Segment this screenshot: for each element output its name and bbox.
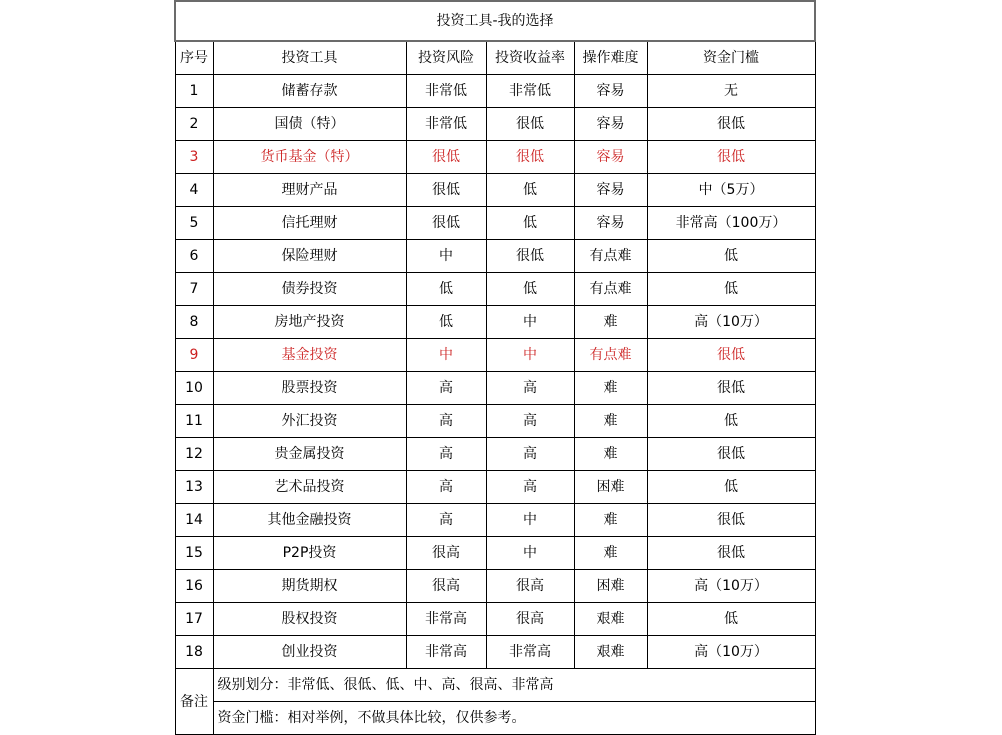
cell-no[interactable]: 16 xyxy=(175,570,213,603)
cell-threshold[interactable]: 低 xyxy=(647,240,815,273)
cell-difficulty[interactable]: 有点难 xyxy=(574,339,647,372)
cell-difficulty[interactable]: 困难 xyxy=(574,570,647,603)
cell-difficulty[interactable]: 艰难 xyxy=(574,603,647,636)
cell-tool[interactable]: 贵金属投资 xyxy=(213,438,406,471)
cell-threshold[interactable]: 低 xyxy=(647,273,815,306)
cell-return[interactable]: 很低 xyxy=(486,108,574,141)
cell-difficulty[interactable]: 容易 xyxy=(574,108,647,141)
cell-no[interactable]: 14 xyxy=(175,504,213,537)
cell-risk[interactable]: 低 xyxy=(406,306,486,339)
cell-no[interactable]: 12 xyxy=(175,438,213,471)
cell-risk[interactable]: 高 xyxy=(406,372,486,405)
cell-tool[interactable]: P2P投资 xyxy=(213,537,406,570)
cell-no[interactable]: 6 xyxy=(175,240,213,273)
cell-difficulty[interactable]: 容易 xyxy=(574,174,647,207)
cell-risk[interactable]: 高 xyxy=(406,405,486,438)
cell-tool[interactable]: 期货期权 xyxy=(213,570,406,603)
cell-difficulty[interactable]: 容易 xyxy=(574,75,647,108)
cell-tool[interactable]: 储蓄存款 xyxy=(213,75,406,108)
cell-risk[interactable]: 非常高 xyxy=(406,603,486,636)
cell-risk[interactable]: 非常低 xyxy=(406,75,486,108)
cell-risk[interactable]: 很高 xyxy=(406,570,486,603)
cell-difficulty[interactable]: 容易 xyxy=(574,207,647,240)
cell-risk[interactable]: 很低 xyxy=(406,141,486,174)
cell-difficulty[interactable]: 难 xyxy=(574,438,647,471)
title-row xyxy=(175,1,815,41)
cell-return[interactable]: 低 xyxy=(486,174,574,207)
cell-return[interactable]: 很高 xyxy=(486,603,574,636)
cell-tool[interactable]: 理财产品 xyxy=(213,174,406,207)
table-row xyxy=(175,273,815,306)
cell-return[interactable]: 很低 xyxy=(486,141,574,174)
cell-no[interactable]: 7 xyxy=(175,273,213,306)
table-row xyxy=(175,141,815,174)
cell-no[interactable]: 8 xyxy=(175,306,213,339)
cell-tool[interactable]: 债券投资 xyxy=(213,273,406,306)
cell-tool[interactable]: 信托理财 xyxy=(213,207,406,240)
table-row xyxy=(175,108,815,141)
cell-difficulty[interactable]: 困难 xyxy=(574,471,647,504)
cell-difficulty[interactable]: 难 xyxy=(574,504,647,537)
table-row xyxy=(175,570,815,603)
cell-threshold[interactable]: 低 xyxy=(647,603,815,636)
cell-risk[interactable]: 非常低 xyxy=(406,108,486,141)
cell-return[interactable]: 高 xyxy=(486,372,574,405)
cell-risk[interactable]: 很低 xyxy=(406,174,486,207)
cell-return[interactable]: 高 xyxy=(486,405,574,438)
cell-no[interactable]: 11 xyxy=(175,405,213,438)
cell-difficulty[interactable]: 艰难 xyxy=(574,636,647,669)
cell-threshold[interactable]: 中（5万） xyxy=(647,174,815,207)
notes-text[interactable]: 资金门槛：相对举例，不做具体比较，仅供参考。 xyxy=(213,702,815,735)
cell-return[interactable]: 低 xyxy=(486,273,574,306)
cell-tool[interactable]: 货币基金（特） xyxy=(213,141,406,174)
table-row xyxy=(175,339,815,372)
cell-tool[interactable]: 其他金融投资 xyxy=(213,504,406,537)
cell-return[interactable]: 低 xyxy=(486,207,574,240)
table-row xyxy=(175,405,815,438)
header-risk[interactable]: 投资风险 xyxy=(406,41,486,75)
notes-text[interactable]: 级别划分：非常低、很低、低、中、高、很高、非常高 xyxy=(213,669,815,702)
cell-no[interactable]: 3 xyxy=(175,141,213,174)
cell-return[interactable]: 中 xyxy=(486,504,574,537)
cell-difficulty[interactable]: 难 xyxy=(574,405,647,438)
cell-threshold[interactable]: 低 xyxy=(647,471,815,504)
header-tool[interactable]: 投资工具 xyxy=(213,41,406,75)
cell-no[interactable]: 13 xyxy=(175,471,213,504)
cell-no[interactable]: 17 xyxy=(175,603,213,636)
cell-threshold[interactable]: 高（10万） xyxy=(647,570,815,603)
table-row xyxy=(175,603,815,636)
cell-tool[interactable]: 保险理财 xyxy=(213,240,406,273)
cell-tool[interactable]: 股票投资 xyxy=(213,372,406,405)
cell-difficulty[interactable]: 有点难 xyxy=(574,273,647,306)
cell-return[interactable]: 很高 xyxy=(486,570,574,603)
notes-row xyxy=(175,669,815,702)
cell-no[interactable]: 15 xyxy=(175,537,213,570)
table-row xyxy=(175,636,815,669)
cell-tool[interactable]: 房地产投资 xyxy=(213,306,406,339)
cell-risk[interactable]: 很高 xyxy=(406,537,486,570)
notes-row xyxy=(175,702,815,735)
cell-difficulty[interactable]: 有点难 xyxy=(574,240,647,273)
table-row xyxy=(175,471,815,504)
header-row xyxy=(175,41,815,75)
cell-threshold[interactable]: 很低 xyxy=(647,537,815,570)
cell-threshold[interactable]: 高（10万） xyxy=(647,306,815,339)
table-row xyxy=(175,537,815,570)
cell-difficulty[interactable]: 难 xyxy=(574,306,647,339)
cell-tool[interactable]: 基金投资 xyxy=(213,339,406,372)
cell-threshold[interactable]: 很低 xyxy=(647,504,815,537)
cell-return[interactable]: 高 xyxy=(486,438,574,471)
cell-no[interactable]: 2 xyxy=(175,108,213,141)
cell-return[interactable]: 非常低 xyxy=(486,75,574,108)
cell-risk[interactable]: 高 xyxy=(406,471,486,504)
table-row xyxy=(175,240,815,273)
cell-tool[interactable]: 艺术品投资 xyxy=(213,471,406,504)
cell-return[interactable]: 中 xyxy=(486,306,574,339)
cell-risk[interactable]: 中 xyxy=(406,240,486,273)
cell-threshold[interactable]: 低 xyxy=(647,405,815,438)
cell-return[interactable]: 中 xyxy=(486,537,574,570)
cell-threshold[interactable]: 非常高（100万） xyxy=(647,207,815,240)
cell-threshold[interactable]: 很低 xyxy=(647,372,815,405)
table-row xyxy=(175,372,815,405)
cell-risk[interactable]: 高 xyxy=(406,438,486,471)
cell-risk[interactable]: 低 xyxy=(406,273,486,306)
cell-threshold[interactable]: 很低 xyxy=(647,339,815,372)
cell-return[interactable]: 很低 xyxy=(486,240,574,273)
table-row xyxy=(175,75,815,108)
cell-no[interactable]: 18 xyxy=(175,636,213,669)
cell-no[interactable]: 1 xyxy=(175,75,213,108)
cell-difficulty[interactable]: 容易 xyxy=(574,141,647,174)
cell-no[interactable]: 4 xyxy=(175,174,213,207)
table-title[interactable]: 投资工具-我的选择 xyxy=(175,1,815,41)
cell-threshold[interactable]: 很低 xyxy=(647,108,815,141)
cell-no[interactable]: 9 xyxy=(175,339,213,372)
cell-risk[interactable]: 中 xyxy=(406,339,486,372)
cell-threshold[interactable]: 无 xyxy=(647,75,815,108)
cell-tool[interactable]: 外汇投资 xyxy=(213,405,406,438)
cell-return[interactable]: 非常高 xyxy=(486,636,574,669)
cell-no[interactable]: 10 xyxy=(175,372,213,405)
cell-return[interactable]: 高 xyxy=(486,471,574,504)
investment-table xyxy=(174,0,816,735)
cell-threshold[interactable]: 很低 xyxy=(647,438,815,471)
table-row xyxy=(175,207,815,240)
cell-tool[interactable]: 创业投资 xyxy=(213,636,406,669)
table-row xyxy=(175,438,815,471)
cell-tool[interactable]: 国债（特） xyxy=(213,108,406,141)
table-row xyxy=(175,174,815,207)
cell-difficulty[interactable]: 难 xyxy=(574,372,647,405)
cell-no[interactable]: 5 xyxy=(175,207,213,240)
header-difficulty[interactable]: 操作难度 xyxy=(574,41,647,75)
table-row xyxy=(175,306,815,339)
cell-threshold[interactable]: 高（10万） xyxy=(647,636,815,669)
cell-risk[interactable]: 很低 xyxy=(406,207,486,240)
table-row xyxy=(175,504,815,537)
header-return[interactable]: 投资收益率 xyxy=(486,41,574,75)
header-no[interactable]: 序号 xyxy=(175,41,213,75)
cell-difficulty[interactable]: 难 xyxy=(574,537,647,570)
header-threshold[interactable]: 资金门槛 xyxy=(647,41,815,75)
notes-label[interactable]: 备注 xyxy=(175,669,213,735)
cell-tool[interactable]: 股权投资 xyxy=(213,603,406,636)
cell-risk[interactable]: 非常高 xyxy=(406,636,486,669)
cell-return[interactable]: 中 xyxy=(486,339,574,372)
cell-risk[interactable]: 高 xyxy=(406,504,486,537)
cell-threshold[interactable]: 很低 xyxy=(647,141,815,174)
